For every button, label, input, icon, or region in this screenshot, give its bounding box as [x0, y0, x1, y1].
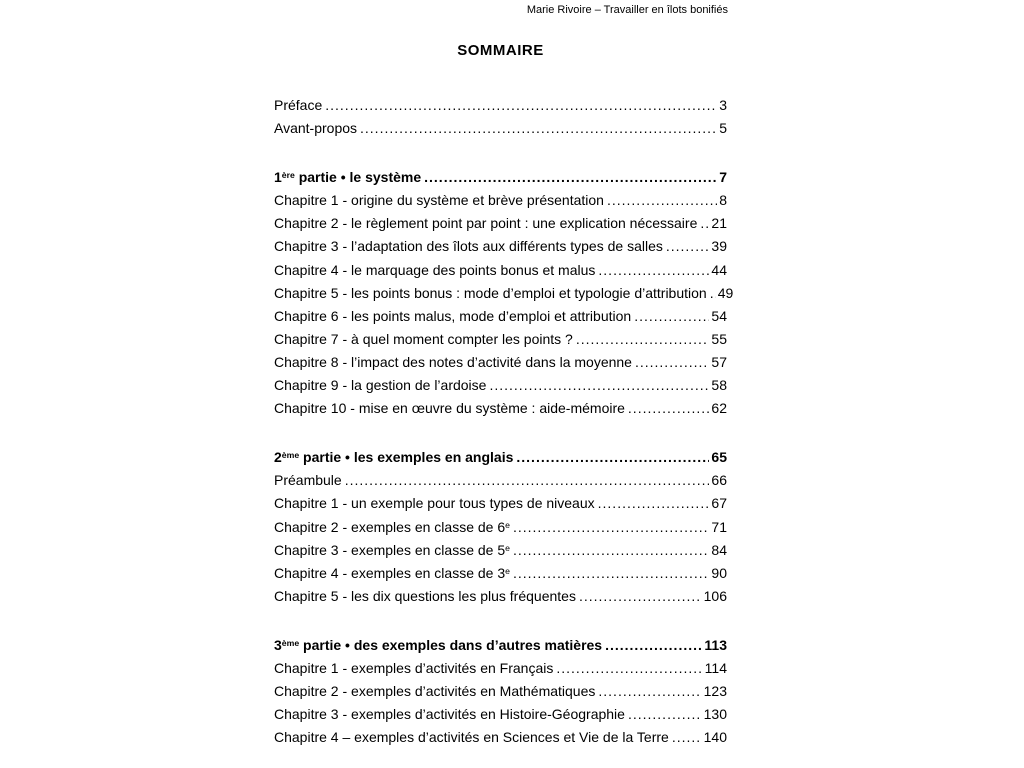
toc-entry-label — [274, 703, 625, 726]
toc-entry-text: Chapitre 4 - le marquage des points bonus et malus — [274, 261, 596, 278]
toc-entry-text: Chapitre 8 - l’impact des notes d’activité dans la moyenne — [274, 353, 632, 370]
dot-leader — [513, 562, 709, 585]
dot-leader — [576, 328, 710, 351]
toc-entry-text: Chapitre 2 - le règlement point par point : une explication nécessaire — [274, 215, 698, 232]
toc-entry-label — [274, 634, 602, 657]
toc-entry-page: 113 — [704, 636, 727, 653]
dot-leader — [556, 657, 702, 680]
toc-entry — [274, 117, 727, 140]
toc-entry-page: 114 — [704, 659, 727, 676]
toc-entry — [274, 282, 734, 305]
dot-leader — [710, 282, 716, 305]
toc-entry-page: 58 — [711, 377, 727, 394]
toc-entry-text: 3 — [274, 636, 282, 653]
toc-entry-label — [274, 328, 573, 351]
toc-entry-text: Chapitre 5 - les dix questions les plus fréquentes — [274, 587, 576, 604]
toc-entry-superscript: e — [505, 519, 510, 530]
toc-entry — [274, 94, 727, 117]
toc-entry — [274, 585, 727, 608]
toc-entry-page: 90 — [711, 564, 727, 581]
toc-entry-label — [274, 235, 663, 258]
toc-entry-text: Chapitre 5 - les points bonus : mode d’emploi et typologie d’attribution — [274, 284, 707, 301]
toc-entry-superscript: ère — [281, 170, 295, 181]
toc-entry-page: 57 — [711, 353, 727, 370]
toc-group — [274, 166, 734, 420]
toc-entry-page: 67 — [711, 495, 727, 512]
dot-leader — [628, 397, 710, 420]
toc-entry-text: Chapitre 2 - exemples d’activités en Mathématiques — [274, 683, 596, 700]
toc-entry-page: 84 — [711, 541, 727, 558]
dot-leader — [598, 259, 709, 282]
toc-entry-page: 65 — [711, 449, 727, 466]
dot-leader — [607, 189, 717, 212]
toc-entry-label — [274, 117, 357, 140]
toc-entry — [274, 397, 727, 420]
dot-leader — [513, 516, 709, 539]
toc-entry-page: 3 — [719, 97, 727, 113]
toc-entry-text: Chapitre 9 - la gestion de l’ardoise — [274, 377, 487, 394]
toc-entry — [274, 492, 727, 515]
toc-entry-text: Chapitre 3 - exemples d’activités en Histoire-Géographie — [274, 706, 625, 723]
toc-entry-text: 2 — [274, 449, 282, 466]
dot-leader — [605, 634, 702, 657]
toc-entry-text: Chapitre 4 - exemples en classe de 3 — [274, 564, 506, 581]
toc-entry-label — [274, 585, 576, 608]
toc-entry-text: Préambule — [274, 472, 342, 489]
toc-entry — [274, 328, 727, 351]
toc-entry-page: 106 — [703, 587, 727, 604]
toc-entry-label — [274, 259, 595, 282]
toc-entry — [274, 189, 727, 212]
toc-entry-superscript: e — [505, 542, 510, 553]
toc-entry-text: Chapitre 1 - exemples d’activités en Français — [274, 659, 554, 676]
toc-group — [274, 446, 727, 608]
toc-entry — [274, 259, 727, 282]
dot-leader — [672, 726, 702, 749]
toc-entry-text: Chapitre 6 - les points malus, mode d’emploi et attribution — [274, 307, 632, 324]
toc-entry-page: 130 — [703, 706, 727, 723]
toc-entry — [274, 703, 727, 726]
toc-entry-page: 140 — [703, 729, 727, 746]
toc-entry-text: Chapitre 1 - un exemple pour tous types de niveaux — [274, 495, 595, 512]
toc-entry-label — [274, 516, 510, 539]
toc-entry — [274, 212, 727, 235]
dot-leader — [598, 680, 701, 703]
toc-part-heading — [274, 166, 727, 189]
toc-entry-label — [274, 539, 510, 562]
dot-leader — [579, 585, 702, 608]
toc-entry — [274, 374, 727, 397]
toc-group — [274, 634, 727, 749]
dot-leader — [513, 539, 709, 562]
toc-part-heading — [274, 634, 727, 657]
toc-entry-page: 66 — [711, 472, 727, 489]
dot-leader — [635, 351, 709, 374]
dot-leader — [424, 166, 717, 189]
toc-entry-superscript: e — [505, 565, 510, 576]
toc-entry — [274, 235, 727, 258]
dot-leader — [628, 703, 702, 726]
toc-entry-page: 21 — [711, 215, 727, 232]
content-column — [274, 42, 734, 749]
dot-leader — [325, 94, 717, 117]
toc-entry-label — [274, 446, 513, 469]
toc-entry-text: Chapitre 10 - mise en œuvre du système : aide-mémoire — [274, 400, 625, 417]
toc-entry-label — [274, 657, 553, 680]
toc-entry-label — [274, 726, 669, 749]
toc-entry-text: Chapitre 1 - origine du système et brève présentation — [274, 192, 604, 209]
toc-entry-text: Préface — [274, 97, 323, 113]
toc-entry-label — [274, 397, 625, 420]
toc-entry-text: Chapitre 7 - à quel moment compter les points ? — [274, 330, 573, 347]
toc-entry-page: 62 — [711, 400, 727, 417]
toc-entry-label — [274, 189, 604, 212]
toc-entry-page: 49 — [717, 284, 734, 301]
toc-entry-text: Chapitre 3 - exemples en classe de 5 — [274, 541, 506, 558]
toc-entry-label — [274, 680, 595, 703]
toc-entry-text: 1 — [274, 169, 282, 186]
toc-entry-page: 44 — [711, 261, 727, 278]
toc-entry-page: 55 — [711, 330, 727, 347]
toc-entry-label — [274, 305, 631, 328]
dot-leader — [360, 117, 717, 140]
dot-leader — [345, 469, 710, 492]
toc-entry-label — [274, 282, 707, 305]
toc-entry-label — [274, 492, 595, 515]
toc-entry-text: partie • des exemples dans d’autres matières — [299, 636, 603, 653]
toc-entry-label — [274, 562, 510, 585]
toc-entry-page: 5 — [719, 120, 727, 137]
toc-entry-text: Chapitre 3 - l’adaptation des îlots aux différents types de salles — [274, 238, 663, 255]
toc-entry — [274, 680, 727, 703]
toc-entry-label — [274, 166, 421, 189]
toc-entry-page: 7 — [719, 169, 727, 186]
toc-entry-label — [274, 374, 486, 397]
table-of-contents — [274, 94, 734, 749]
toc-entry — [274, 351, 727, 374]
toc-entry-label — [274, 351, 632, 374]
toc-entry-text: Chapitre 4 – exemples d’activités en Sciences et Vie de la Terre — [274, 729, 669, 746]
toc-entry-text: Avant-propos — [274, 120, 358, 137]
toc-entry-page: 123 — [703, 683, 727, 700]
toc-entry — [274, 539, 727, 562]
toc-entry-page: 39 — [711, 238, 727, 255]
toc-entry-page: 54 — [711, 307, 727, 324]
toc-entry — [274, 305, 727, 328]
dot-leader — [634, 305, 709, 328]
toc-entry — [274, 726, 727, 749]
dot-leader — [598, 492, 710, 515]
dot-leader — [666, 235, 710, 258]
toc-group — [274, 94, 727, 140]
toc-entry-superscript: ème — [281, 637, 300, 648]
toc-entry-text: Chapitre 2 - exemples en classe de 6 — [274, 518, 506, 535]
toc-entry-page: 8 — [719, 192, 727, 209]
toc-entry — [274, 469, 727, 492]
dot-leader — [489, 374, 709, 397]
page-title: SOMMAIRE — [457, 42, 544, 59]
toc-entry-label — [274, 469, 342, 492]
toc-entry — [274, 516, 727, 539]
toc-entry — [274, 562, 727, 585]
toc-entry-text: partie • les exemples en anglais — [299, 449, 514, 466]
toc-part-heading — [274, 446, 727, 469]
toc-entry-page: 71 — [711, 518, 727, 535]
running-header: Marie Rivoire – Travailler en îlots bonifiés — [526, 4, 728, 16]
dot-leader — [516, 446, 709, 469]
toc-entry-superscript: ème — [281, 450, 300, 461]
toc-entry-label — [274, 212, 697, 235]
toc-entry-text: partie • le système — [294, 169, 422, 186]
dot-leader — [700, 212, 709, 235]
toc-entry — [274, 657, 727, 680]
toc-entry-label — [274, 94, 322, 117]
